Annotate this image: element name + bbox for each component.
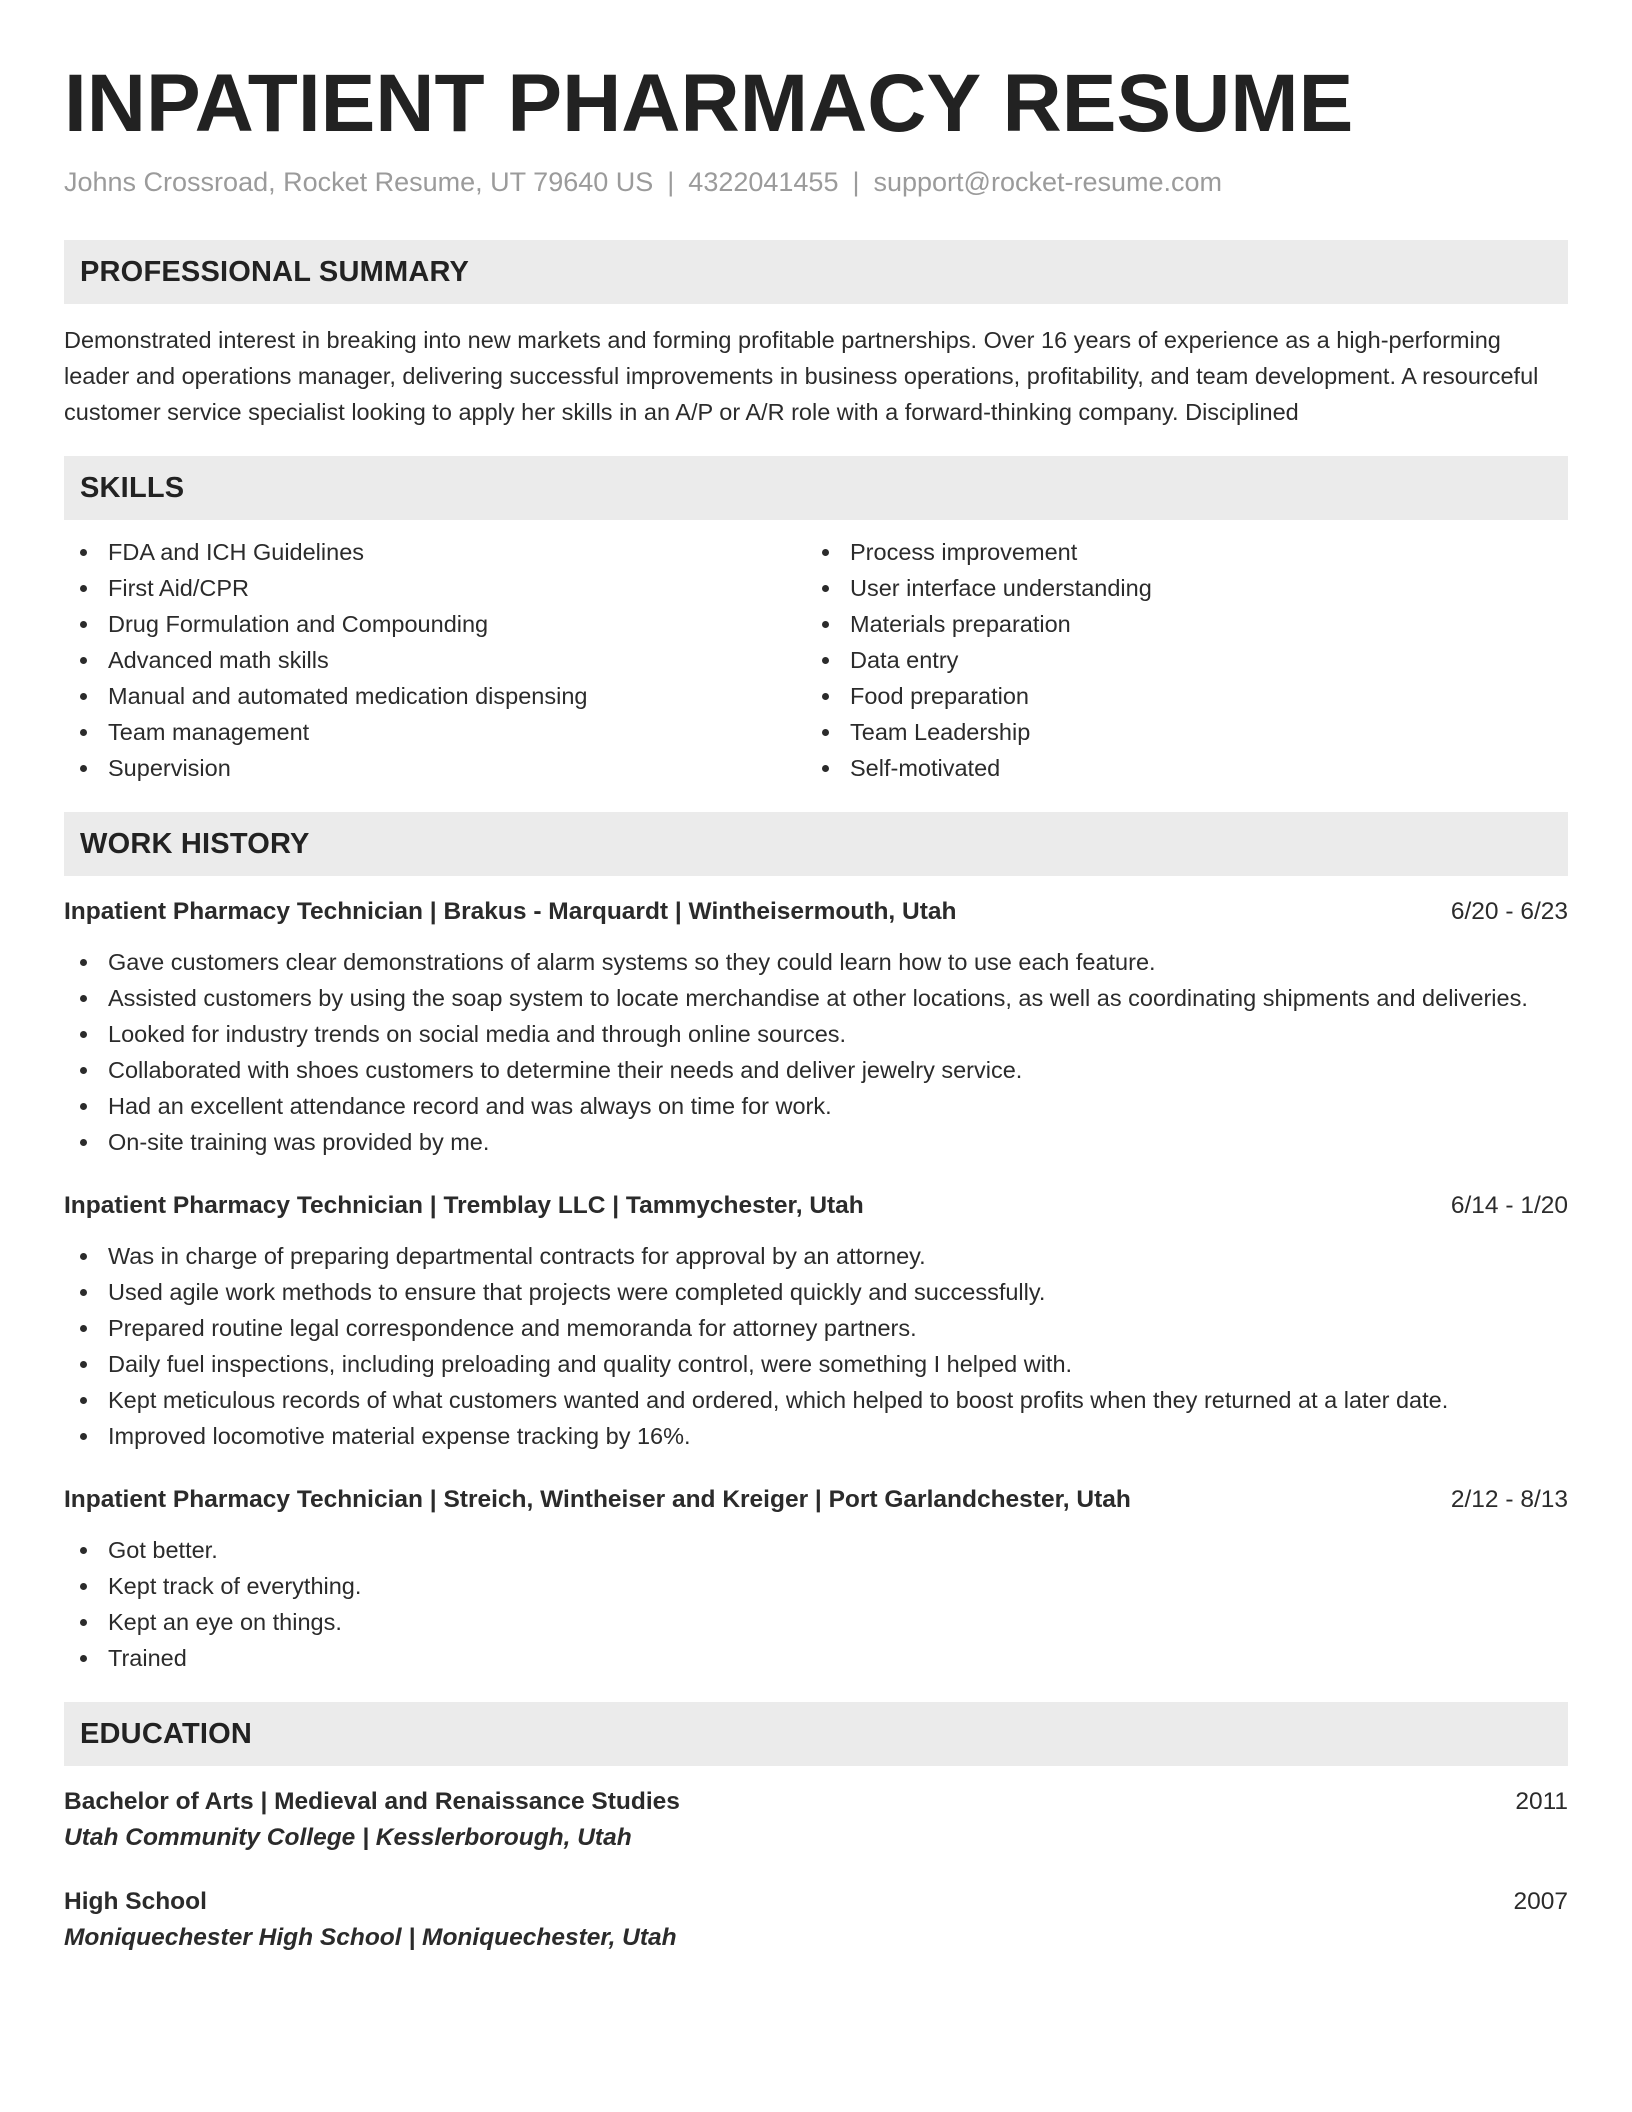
- skill-item: Advanced math skills: [64, 642, 806, 678]
- contact-phone: 4322041455: [688, 167, 839, 197]
- job-dates: 6/20 - 6/23: [1450, 898, 1568, 925]
- skill-item: Self-motivated: [806, 750, 1548, 786]
- work-history-list: [64, 894, 1568, 1676]
- contact-line: [64, 164, 1568, 200]
- skills-right-column: [806, 534, 1548, 786]
- education-school: Utah Community College | Kesslerborough, Utah: [64, 1824, 632, 1851]
- job-bullet: Used agile work methods to ensure that projects were completed quickly and successfully.: [64, 1274, 1568, 1310]
- resume-title: INPATIENT PHARMACY RESUME: [64, 58, 1354, 149]
- job-bullets: [64, 1238, 1568, 1454]
- job-title: Inpatient Pharmacy Technician | Brakus - Marquardt | Wintheisermouth, Utah: [64, 898, 957, 925]
- job-bullet: Was in charge of preparing departmental contracts for approval by an attorney.: [64, 1238, 1568, 1274]
- job-dates: 6/14 - 1/20: [1450, 1192, 1568, 1219]
- job-bullet: Gave customers clear demonstrations of alarm systems so they could learn how to use each feature.: [64, 944, 1568, 980]
- contact-email: support@rocket-resume.com: [873, 167, 1223, 197]
- skill-item: Supervision: [64, 750, 806, 786]
- skill-item: Team Leadership: [806, 714, 1548, 750]
- skills-grid: [64, 534, 1568, 786]
- job-title: Inpatient Pharmacy Technician | Tremblay LLC | Tammychester, Utah: [64, 1192, 864, 1219]
- skill-item: Process improvement: [806, 534, 1548, 570]
- education-year: 2007: [1513, 1888, 1568, 1915]
- contact-address: Johns Crossroad, Rocket Resume, UT 79640 US: [64, 167, 654, 197]
- skill-item: Team management: [64, 714, 806, 750]
- contact-separator: |: [852, 167, 860, 197]
- skill-item: Food preparation: [806, 678, 1548, 714]
- job-bullet: Trained: [64, 1640, 1568, 1676]
- education-degree: Bachelor of Arts | Medieval and Renaissance Studies: [64, 1788, 680, 1815]
- job-bullet: Assisted customers by using the soap system to locate merchandise at other locations, as well as coordinating shipments and deliveries.: [64, 980, 1568, 1016]
- job-bullet: Collaborated with shoes customers to determine their needs and deliver jewelry service.: [64, 1052, 1568, 1088]
- skill-item: Manual and automated medication dispensing: [64, 678, 806, 714]
- job-title: Inpatient Pharmacy Technician | Streich, Wintheiser and Kreiger | Port Garlandchester, Utah: [64, 1486, 1131, 1513]
- job-bullet: Daily fuel inspections, including preloading and quality control, were something I helped with.: [64, 1346, 1568, 1382]
- skill-item: Materials preparation: [806, 606, 1548, 642]
- summary-heading: PROFESSIONAL SUMMARY: [64, 240, 1568, 304]
- job-bullet: Looked for industry trends on social media and through online sources.: [64, 1016, 1568, 1052]
- job-entry: [64, 894, 1568, 1160]
- job-bullet: Prepared routine legal correspondence and memoranda for attorney partners.: [64, 1310, 1568, 1346]
- job-header: [64, 1482, 1568, 1518]
- skill-item: FDA and ICH Guidelines: [64, 534, 806, 570]
- job-bullets: [64, 1532, 1568, 1676]
- job-bullet: Kept an eye on things.: [64, 1604, 1568, 1640]
- summary-text: Demonstrated interest in breaking into new markets and forming profitable partnerships. Over 16 years of experience as a high-performing leader and operations manager, delivering successful improvements in business operations, profitability, and team development. A resourceful customer service specialist looking to apply her skills in an A/P or A/R role with a forward-thinking company. Disciplined: [64, 327, 1539, 425]
- job-bullet: On-site training was provided by me.: [64, 1124, 1568, 1160]
- education-list: [64, 1784, 1568, 1956]
- education-entry: [64, 1884, 1568, 1956]
- education-entry: [64, 1784, 1568, 1856]
- job-bullet: Improved locomotive material expense tracking by 16%.: [64, 1418, 1568, 1454]
- job-entry: [64, 1482, 1568, 1676]
- skill-item: First Aid/CPR: [64, 570, 806, 606]
- education-school: Moniquechester High School | Moniquechester, Utah: [64, 1924, 677, 1951]
- job-entry: [64, 1188, 1568, 1454]
- skills-left-column: [64, 534, 806, 786]
- job-dates: 2/12 - 8/13: [1450, 1486, 1568, 1513]
- skill-item: Drug Formulation and Compounding: [64, 606, 806, 642]
- education-degree: High School: [64, 1888, 207, 1915]
- job-bullet: Kept meticulous records of what customers wanted and ordered, which helped to boost profits when they returned at a later date.: [64, 1382, 1568, 1418]
- education-header: [64, 1884, 1568, 1920]
- job-bullet: Kept track of everything.: [64, 1568, 1568, 1604]
- job-bullets: [64, 944, 1568, 1160]
- job-header: [64, 894, 1568, 930]
- skill-item: User interface understanding: [806, 570, 1548, 606]
- skill-item: Data entry: [806, 642, 1548, 678]
- education-header: [64, 1784, 1568, 1820]
- work-history-heading: WORK HISTORY: [64, 812, 1568, 876]
- job-bullet: Had an excellent attendance record and was always on time for work.: [64, 1088, 1568, 1124]
- job-bullet: Got better.: [64, 1532, 1568, 1568]
- contact-separator: |: [667, 167, 675, 197]
- education-heading: EDUCATION: [64, 1702, 1568, 1766]
- skills-heading: SKILLS: [64, 456, 1568, 520]
- job-header: [64, 1188, 1568, 1224]
- education-year: 2011: [1515, 1788, 1568, 1815]
